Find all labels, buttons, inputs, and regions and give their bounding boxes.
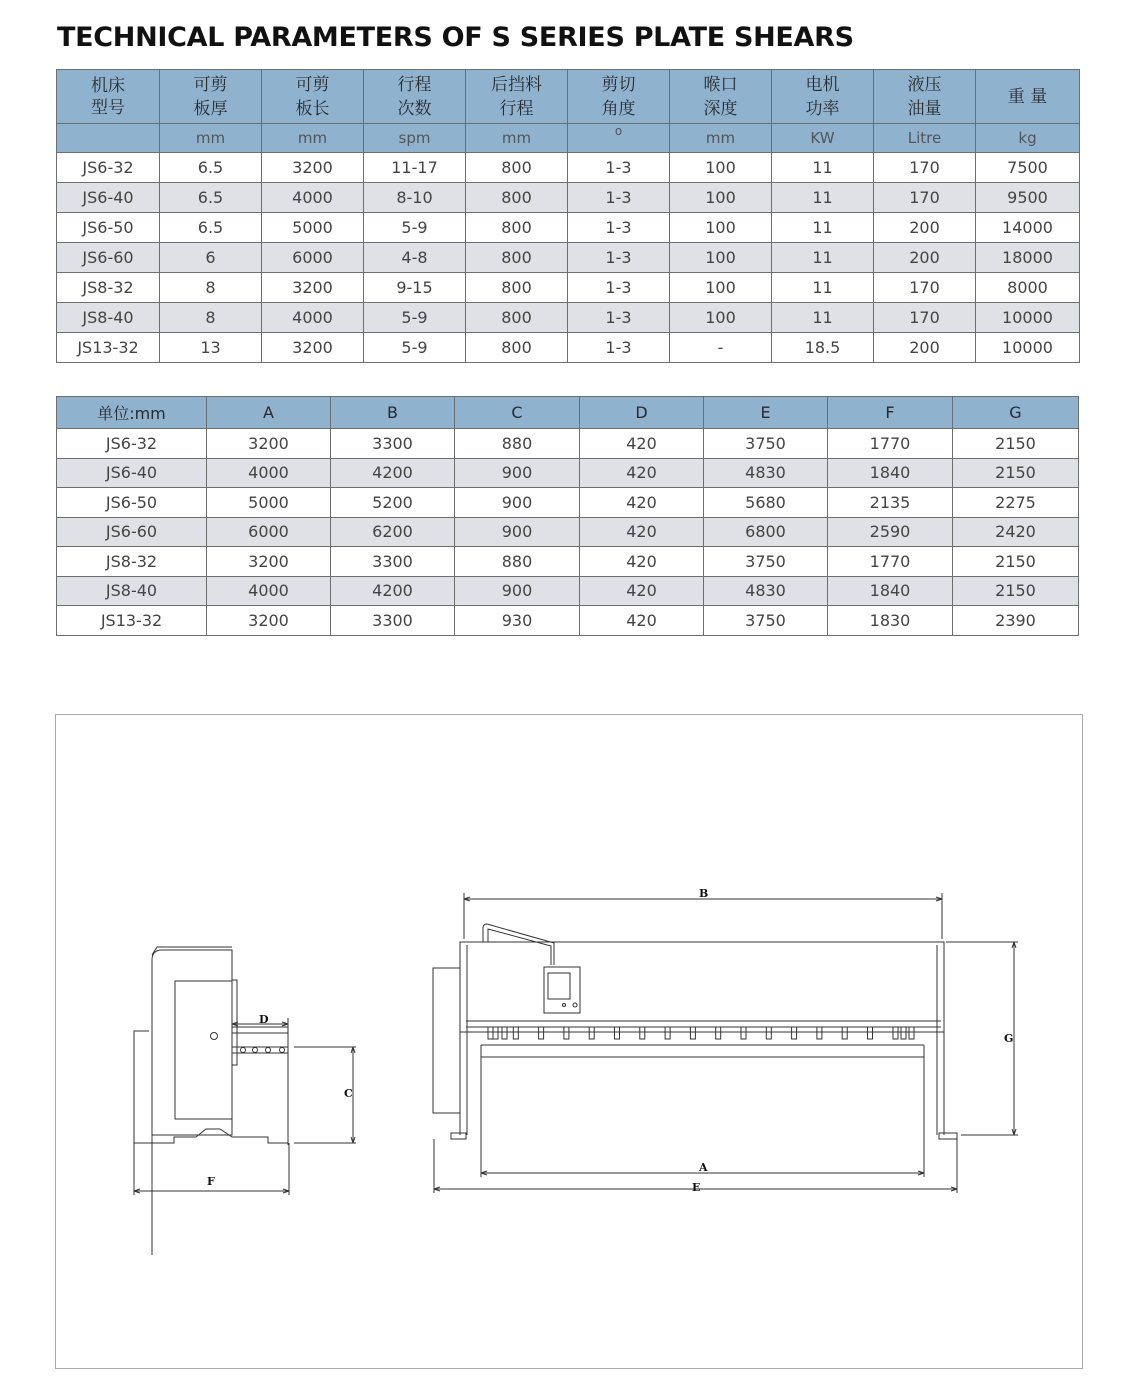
table-cell: 800 <box>466 333 568 363</box>
table-cell: 9-15 <box>364 273 466 303</box>
table-row <box>57 243 1080 273</box>
table-cell: 2135 <box>828 488 953 518</box>
table-row <box>57 213 1080 243</box>
table-cell: 5200 <box>331 488 455 518</box>
dims-header-row <box>57 397 1079 429</box>
dims-header-cell: D <box>580 397 704 429</box>
table-cell: 200 <box>874 333 976 363</box>
table-cell: 1840 <box>828 576 953 606</box>
table-cell: 1-3 <box>568 183 670 213</box>
table-cell: 930 <box>455 606 580 636</box>
table-cell: 420 <box>580 606 704 636</box>
drawing-svg <box>56 715 1084 1370</box>
table-cell: 8 <box>160 273 262 303</box>
header-line: 功率 <box>805 98 840 119</box>
table-cell: 800 <box>466 303 568 333</box>
header-line: 机床 <box>91 75 125 96</box>
table-cell: 800 <box>466 273 568 303</box>
table-cell: 10000 <box>976 303 1080 333</box>
clamp-stud <box>488 1027 493 1039</box>
table-cell: 100 <box>670 213 772 243</box>
table-cell: JS6-50 <box>57 213 160 243</box>
table-cell: 900 <box>455 517 580 547</box>
table-row <box>57 429 1079 459</box>
table-row <box>57 183 1080 213</box>
params-header-cell <box>568 70 670 124</box>
table-cell: 11 <box>772 183 874 213</box>
table-cell: 5-9 <box>364 303 466 333</box>
clamp-stud <box>493 1027 498 1039</box>
dim-label-c: C <box>344 1087 353 1100</box>
header-line: 电机 <box>805 74 840 95</box>
header-line: 次数 <box>397 98 432 119</box>
table-cell: 800 <box>466 243 568 273</box>
table-cell: 8-10 <box>364 183 466 213</box>
table-cell: 1-3 <box>568 333 670 363</box>
clamp-stud <box>716 1027 721 1039</box>
table-cell: 14000 <box>976 213 1080 243</box>
table-cell: 900 <box>455 458 580 488</box>
header-line: 喉口 <box>703 74 738 95</box>
table-cell: 6.5 <box>160 183 262 213</box>
params-header-cell <box>160 70 262 124</box>
table-cell: 18.5 <box>772 333 874 363</box>
unit-cell: mm <box>160 124 262 153</box>
table-cell: 4830 <box>704 576 828 606</box>
table-cell: 1770 <box>828 547 953 577</box>
params-header-cell <box>364 70 466 124</box>
table-cell: 1-3 <box>568 153 670 183</box>
table-row <box>57 576 1079 606</box>
header-line: 行程 <box>397 74 432 95</box>
table-cell: 3200 <box>207 547 331 577</box>
clamp-stud <box>842 1027 847 1039</box>
dims-header-cell: G <box>953 397 1079 429</box>
table-row <box>57 458 1079 488</box>
params-header-cell <box>57 70 160 124</box>
header-line: 板厚 <box>193 98 228 119</box>
header-line: 后挡料 <box>491 74 542 95</box>
header-line: 油量 <box>907 98 942 119</box>
table-cell: 3300 <box>331 547 455 577</box>
dim-label-d: D <box>259 1013 269 1026</box>
dim-label-e: E <box>692 1181 701 1194</box>
table-cell: 3750 <box>704 606 828 636</box>
table-cell: 4-8 <box>364 243 466 273</box>
table-cell: 2420 <box>953 517 1079 547</box>
dim-label-a: A <box>699 1161 708 1174</box>
table-row <box>57 303 1080 333</box>
table-cell: 11 <box>772 153 874 183</box>
table-cell: 800 <box>466 153 568 183</box>
table-cell: JS6-60 <box>57 517 207 547</box>
table-row <box>57 273 1080 303</box>
clamp-stud <box>513 1027 518 1039</box>
machine-outline-drawing <box>55 714 1083 1369</box>
clamp-stud <box>502 1027 507 1039</box>
clamp-stud <box>868 1027 873 1039</box>
table-cell: 170 <box>874 303 976 333</box>
table-cell: 4000 <box>262 183 364 213</box>
table-row <box>57 606 1079 636</box>
table-cell: 3200 <box>207 429 331 459</box>
table-cell: 9500 <box>976 183 1080 213</box>
table-cell: 170 <box>874 153 976 183</box>
table-cell: 18000 <box>976 243 1080 273</box>
front-view <box>433 893 1018 1193</box>
dim-label-b: B <box>699 887 709 900</box>
header-line: 剪切 <box>601 74 636 95</box>
unit-cell: mm <box>670 124 772 153</box>
table-cell: 100 <box>670 153 772 183</box>
dims-header-cell: F <box>828 397 953 429</box>
dims-header-cell: E <box>704 397 828 429</box>
table-cell: 100 <box>670 183 772 213</box>
params-header-cell <box>466 70 568 124</box>
table-cell: JS8-40 <box>57 303 160 333</box>
header-line: 液压 <box>907 74 942 95</box>
unit-cell: mm <box>262 124 364 153</box>
params-header-cell <box>670 70 772 124</box>
table-cell: 170 <box>874 183 976 213</box>
dimensions-table <box>56 396 1079 636</box>
table-cell: 170 <box>874 273 976 303</box>
table-cell: 420 <box>580 576 704 606</box>
table-cell: 1-3 <box>568 303 670 333</box>
table-cell: 420 <box>580 517 704 547</box>
table-cell: 4830 <box>704 458 828 488</box>
dims-header-cell: A <box>207 397 331 429</box>
table-cell: 4000 <box>207 458 331 488</box>
table-cell: 6.5 <box>160 153 262 183</box>
table-cell: 800 <box>466 183 568 213</box>
clamp-stud <box>766 1027 771 1039</box>
clamp-stud <box>909 1027 914 1039</box>
table-cell: 100 <box>670 273 772 303</box>
table-cell: 5000 <box>262 213 364 243</box>
table-cell: 6000 <box>207 517 331 547</box>
table-cell: 1830 <box>828 606 953 636</box>
table-cell: 100 <box>670 243 772 273</box>
table-row <box>57 153 1080 183</box>
table-cell: 5000 <box>207 488 331 518</box>
header-line: 深度 <box>703 98 738 119</box>
clamp-stud <box>690 1027 695 1039</box>
table-cell: 3200 <box>262 273 364 303</box>
clamp-stud <box>539 1027 544 1039</box>
table-cell: 2390 <box>953 606 1079 636</box>
dims-header-cell: C <box>455 397 580 429</box>
table-cell: 420 <box>580 429 704 459</box>
table-cell: 3200 <box>262 333 364 363</box>
table-cell: 880 <box>455 429 580 459</box>
table-cell: 3300 <box>331 606 455 636</box>
table-cell: 8000 <box>976 273 1080 303</box>
table-cell: JS6-60 <box>57 243 160 273</box>
params-header-cell <box>772 70 874 124</box>
table-cell: 13 <box>160 333 262 363</box>
table-cell: JS8-32 <box>57 547 207 577</box>
table-cell: 11 <box>772 303 874 333</box>
unit-cell: KW <box>772 124 874 153</box>
dims-header-cell: B <box>331 397 455 429</box>
table-cell: 1-3 <box>568 273 670 303</box>
table-cell: 3200 <box>262 153 364 183</box>
table-cell: 3750 <box>704 547 828 577</box>
table-cell: 880 <box>455 547 580 577</box>
table-cell: 3750 <box>704 429 828 459</box>
clamp-stud <box>615 1027 620 1039</box>
table-cell: 2150 <box>953 547 1079 577</box>
table-cell: 6 <box>160 243 262 273</box>
params-header-row <box>57 70 1080 124</box>
clamp-stud <box>665 1027 670 1039</box>
table-cell: JS13-32 <box>57 606 207 636</box>
unit-cell: spm <box>364 124 466 153</box>
table-cell: 900 <box>455 488 580 518</box>
table-cell: 10000 <box>976 333 1080 363</box>
unit-cell: kg <box>976 124 1080 153</box>
table-cell: JS6-40 <box>57 458 207 488</box>
clamp-stud <box>741 1027 746 1039</box>
table-cell: JS6-40 <box>57 183 160 213</box>
table-cell: 5680 <box>704 488 828 518</box>
header-line: 角度 <box>601 98 636 119</box>
clamp-stud <box>901 1027 906 1039</box>
table-cell: 8 <box>160 303 262 333</box>
table-cell: 3300 <box>331 429 455 459</box>
table-cell: 1-3 <box>568 243 670 273</box>
table-cell: 6.5 <box>160 213 262 243</box>
table-cell: 420 <box>580 458 704 488</box>
table-cell: 420 <box>580 488 704 518</box>
table-cell: 3200 <box>207 606 331 636</box>
params-unit-row <box>57 124 1080 153</box>
header-line: 板长 <box>295 98 330 119</box>
params-header-cell <box>976 70 1080 124</box>
side-view <box>134 947 356 1255</box>
table-cell: 1770 <box>828 429 953 459</box>
table-cell: 11 <box>772 213 874 243</box>
table-cell: 2150 <box>953 576 1079 606</box>
blade-clamps <box>488 1027 914 1039</box>
table-cell: JS8-40 <box>57 576 207 606</box>
table-cell: 11 <box>772 273 874 303</box>
clamp-stud <box>893 1027 898 1039</box>
params-header-cell <box>262 70 364 124</box>
table-row <box>57 517 1079 547</box>
clamp-stud <box>817 1027 822 1039</box>
table-cell: 200 <box>874 243 976 273</box>
table-cell: 2275 <box>953 488 1079 518</box>
table-cell: JS6-50 <box>57 488 207 518</box>
clamp-stud <box>564 1027 569 1039</box>
dims-header-cell: 单位:mm <box>57 397 207 429</box>
table-cell: 5-9 <box>364 213 466 243</box>
table-row <box>57 547 1079 577</box>
params-header-cell <box>874 70 976 124</box>
header-line: 可剪 <box>295 74 330 95</box>
table-cell: 4200 <box>331 576 455 606</box>
table-cell: 5-9 <box>364 333 466 363</box>
table-cell: JS8-32 <box>57 273 160 303</box>
header-line: 重 量 <box>1007 86 1048 107</box>
table-cell: 4200 <box>331 458 455 488</box>
header-line: 型号 <box>91 97 125 118</box>
table-cell: 2590 <box>828 517 953 547</box>
unit-cell: Litre <box>874 124 976 153</box>
table-cell: JS6-32 <box>57 153 160 183</box>
table-cell: 6000 <box>262 243 364 273</box>
unit-cell <box>57 124 160 153</box>
table-cell: 100 <box>670 303 772 333</box>
table-cell: 200 <box>874 213 976 243</box>
table-cell: 11 <box>772 243 874 273</box>
table-cell: 1-3 <box>568 213 670 243</box>
table-cell: 420 <box>580 547 704 577</box>
unit-cell: mm <box>466 124 568 153</box>
table-cell: 2150 <box>953 458 1079 488</box>
table-cell: - <box>670 333 772 363</box>
technical-parameters-table <box>56 69 1080 363</box>
table-cell: 800 <box>466 213 568 243</box>
table-row <box>57 333 1080 363</box>
clamp-stud <box>792 1027 797 1039</box>
unit-cell: o <box>568 124 670 153</box>
table-cell: 6800 <box>704 517 828 547</box>
clamp-stud <box>640 1027 645 1039</box>
table-cell: 1840 <box>828 458 953 488</box>
table-cell: JS6-32 <box>57 429 207 459</box>
table-cell: 11-17 <box>364 153 466 183</box>
table-row <box>57 488 1079 518</box>
table-cell: 4000 <box>207 576 331 606</box>
dim-label-g: G <box>1004 1032 1014 1045</box>
table-cell: 900 <box>455 576 580 606</box>
header-line: 行程 <box>499 98 534 119</box>
page-title: TECHNICAL PARAMETERS OF S SERIES PLATE SHEARS <box>57 22 854 53</box>
header-line: 可剪 <box>193 74 228 95</box>
table-cell: 7500 <box>976 153 1080 183</box>
table-cell: 2150 <box>953 429 1079 459</box>
clamp-stud <box>589 1027 594 1039</box>
dim-label-f: F <box>207 1175 215 1188</box>
table-cell: JS13-32 <box>57 333 160 363</box>
table-cell: 4000 <box>262 303 364 333</box>
table-cell: 6200 <box>331 517 455 547</box>
